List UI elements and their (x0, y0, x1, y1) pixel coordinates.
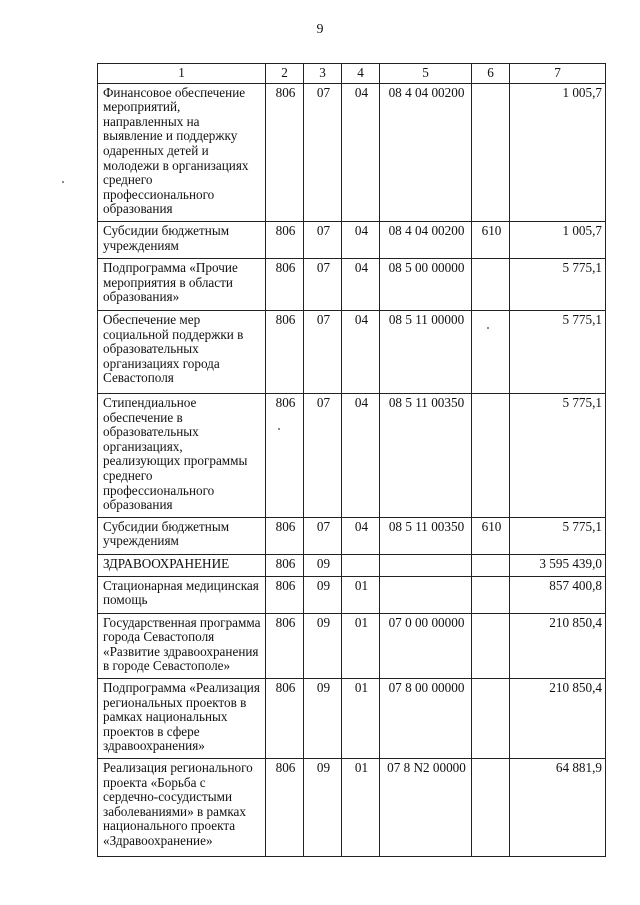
table-row (98, 613, 606, 678)
table-row (98, 221, 606, 258)
expense-type-code (472, 258, 510, 310)
target-article-code: 07 8 N2 00000 (380, 759, 472, 857)
expense-type-code: 610 (472, 517, 510, 554)
column-number: 2 (266, 64, 304, 84)
expense-type-code (472, 679, 510, 759)
column-number: 4 (342, 64, 380, 84)
column-number: 5 (380, 64, 472, 84)
section-code: 07 (304, 310, 342, 393)
subsection-code: 01 (342, 759, 380, 857)
admin-code: 806 (266, 576, 304, 613)
section-code: 09 (304, 576, 342, 613)
subsection-code: 04 (342, 221, 380, 258)
target-article-code: 08 5 00 00000 (380, 258, 472, 310)
section-code: 07 (304, 221, 342, 258)
expense-type-code (472, 393, 510, 517)
amount: 5 775,1 (510, 258, 606, 310)
row-name: Стационарная медицинская помощь (98, 576, 266, 613)
row-name: Реализация регионального проекта «Борьба с сердечно-сосудистыми заболеваниями» в рамках национального проекта «Здравоохранение» (98, 759, 266, 857)
admin-code: 806 (266, 310, 304, 393)
table-row (98, 517, 606, 554)
expense-type-code (472, 83, 510, 221)
target-article-code: 07 8 00 00000 (380, 679, 472, 759)
row-name: Подпрограмма «Реализация региональных проектов в рамках национальных проектов в сфере здравоохранения» (98, 679, 266, 759)
table-row (98, 576, 606, 613)
scan-speck (278, 428, 280, 430)
subsection-code: 01 (342, 613, 380, 678)
section-code: 07 (304, 517, 342, 554)
expense-type-code (472, 310, 510, 393)
subsection-code (342, 554, 380, 576)
subsection-code: 01 (342, 679, 380, 759)
subsection-code: 04 (342, 258, 380, 310)
amount: 1 005,7 (510, 83, 606, 221)
target-article-code: 08 5 11 00350 (380, 393, 472, 517)
target-article-code: 08 5 11 00000 (380, 310, 472, 393)
section-code: 07 (304, 393, 342, 517)
admin-code: 806 (266, 613, 304, 678)
row-name: Стипендиальное обеспечение в образовательных организациях, реализующих программы среднего профессионального образования (98, 393, 266, 517)
target-article-code: 07 0 00 00000 (380, 613, 472, 678)
target-article-code: 08 4 04 00200 (380, 221, 472, 258)
section-code: 09 (304, 759, 342, 857)
row-name: Подпрограмма «Прочие мероприятия в области образования» (98, 258, 266, 310)
amount: 5 775,1 (510, 393, 606, 517)
section-code: 09 (304, 554, 342, 576)
expense-type-code (472, 759, 510, 857)
row-name: Государственная программа города Севастополя «Развитие здравоохранения в городе Севастополе» (98, 613, 266, 678)
admin-code: 806 (266, 221, 304, 258)
admin-code: 806 (266, 679, 304, 759)
row-name: Финансовое обеспечение мероприятий, направленных на выявление и поддержку одаренных детей и молодежи в организациях среднего профессионального образования (98, 83, 266, 221)
column-number: 3 (304, 64, 342, 84)
subsection-code: 01 (342, 576, 380, 613)
amount: 64 881,9 (510, 759, 606, 857)
amount: 3 595 439,0 (510, 554, 606, 576)
column-number: 6 (472, 64, 510, 84)
admin-code: 806 (266, 517, 304, 554)
amount: 210 850,4 (510, 679, 606, 759)
expense-type-code (472, 554, 510, 576)
section-code: 09 (304, 679, 342, 759)
table-row (98, 83, 606, 221)
subsection-code: 04 (342, 310, 380, 393)
table-row (98, 554, 606, 576)
table-row (98, 393, 606, 517)
scan-speck (487, 327, 489, 329)
amount: 1 005,7 (510, 221, 606, 258)
subsection-code: 04 (342, 83, 380, 221)
target-article-code: 08 5 11 00350 (380, 517, 472, 554)
amount: 5 775,1 (510, 517, 606, 554)
row-name: Субсидии бюджетным учреждениям (98, 517, 266, 554)
table-row (98, 310, 606, 393)
admin-code: 806 (266, 258, 304, 310)
section-code: 07 (304, 83, 342, 221)
table-row (98, 258, 606, 310)
scan-speck (62, 181, 64, 183)
row-name: ЗДРАВООХРАНЕНИЕ (98, 554, 266, 576)
row-name: Обеспечение мер социальной поддержки в образовательных организациях города Севастополя (98, 310, 266, 393)
column-number-row (98, 64, 606, 84)
admin-code: 806 (266, 83, 304, 221)
admin-code: 806 (266, 554, 304, 576)
target-article-code (380, 576, 472, 613)
expense-type-code: 610 (472, 221, 510, 258)
section-code: 07 (304, 258, 342, 310)
expense-type-code (472, 576, 510, 613)
column-number: 1 (98, 64, 266, 84)
page-number: 9 (316, 22, 324, 37)
subsection-code: 04 (342, 393, 380, 517)
row-name: Субсидии бюджетным учреждениям (98, 221, 266, 258)
expense-type-code (472, 613, 510, 678)
admin-code: 806 (266, 393, 304, 517)
admin-code: 806 (266, 759, 304, 857)
amount: 857 400,8 (510, 576, 606, 613)
budget-table (97, 63, 606, 857)
column-number: 7 (510, 64, 606, 84)
table-row (98, 759, 606, 857)
subsection-code: 04 (342, 517, 380, 554)
table-row (98, 679, 606, 759)
target-article-code: 08 4 04 00200 (380, 83, 472, 221)
amount: 210 850,4 (510, 613, 606, 678)
section-code: 09 (304, 613, 342, 678)
target-article-code (380, 554, 472, 576)
amount: 5 775,1 (510, 310, 606, 393)
